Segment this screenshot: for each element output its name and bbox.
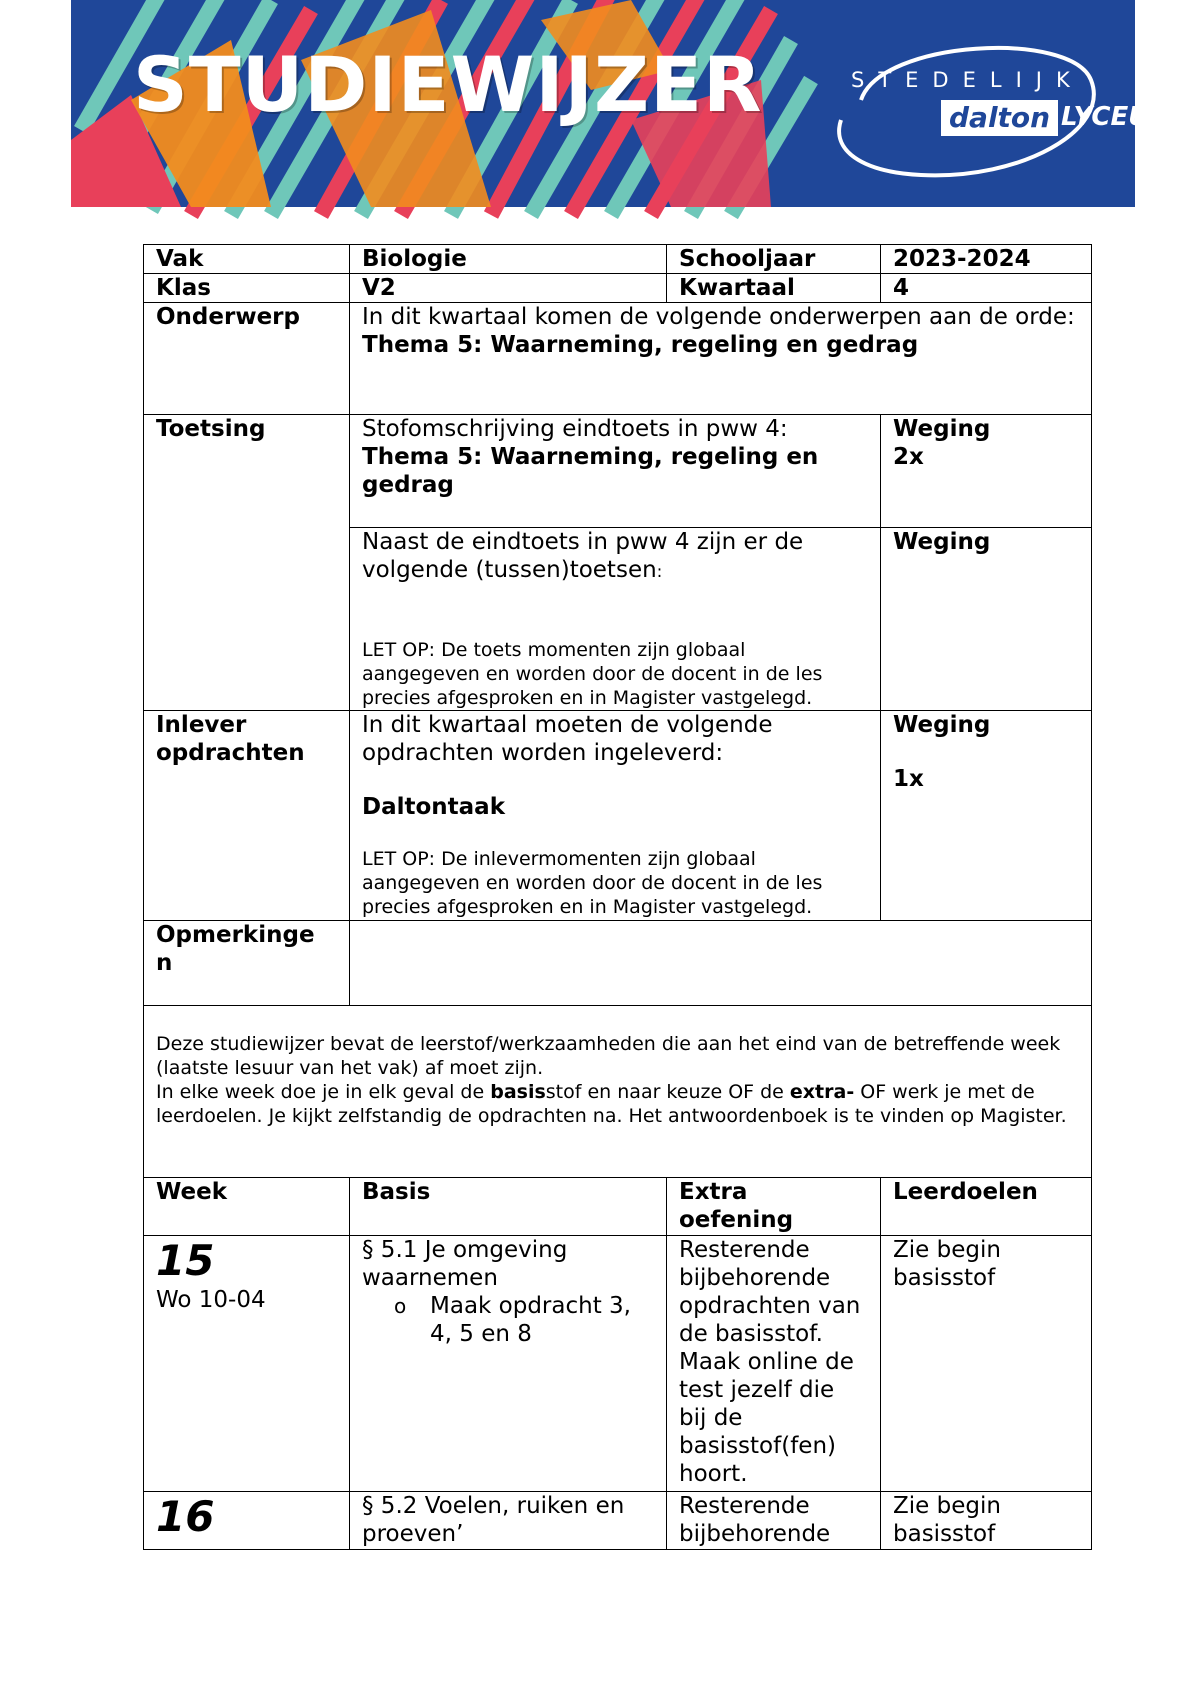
week-date: Wo 10-04 (156, 1287, 266, 1313)
onderwerp-row (144, 303, 1092, 415)
extra-cell: Resterende bijbehorende opdrachten van de basisstof. Maak online de test jezelf die bij de basisstof(fen) hoort. (667, 1236, 881, 1492)
klas-label: Klas (144, 274, 350, 303)
header-banner (71, 0, 1176, 207)
leerdoelen-cell: Zie begin basisstof (881, 1236, 1092, 1492)
tussentoetsen-intro-text: Naast de eindtoets in pww 4 zijn er de volgende (tussen)toetsen (362, 529, 804, 583)
inlever-label (144, 711, 350, 921)
klas-value: V2 (350, 274, 667, 303)
basis-cell (350, 1236, 667, 1492)
onderwerp-theme: Thema 5: Waarneming, regeling en gedrag (362, 332, 919, 358)
vak-value: Biologie (350, 245, 667, 274)
explanation-extra: extra- (789, 1081, 855, 1103)
leerdoelen-cell: Zie begin basisstof (881, 1492, 1092, 1550)
inlever-intro: In dit kwartaal moeten de volgende opdrachten worden ingeleverd: (362, 712, 773, 766)
eindtoets-content (350, 415, 881, 528)
toetsing-label: Toetsing (144, 415, 350, 711)
onderwerp-content (350, 303, 1092, 415)
week-cell (144, 1236, 350, 1492)
week-number: 16 (156, 1492, 215, 1541)
table-row (144, 1492, 1092, 1550)
inlever-label-line1: Inlever (156, 712, 247, 738)
opmerkingen-content (350, 921, 1092, 1006)
schooljaar-value: 2023-2024 (881, 245, 1092, 274)
basis-topic: § 5.1 Je omgeving waarnemen (362, 1237, 568, 1291)
opmerkingen-label (144, 921, 350, 1006)
header-basis: Basis (350, 1178, 667, 1236)
toetsing-note: LET OP: De toets momenten zijn globaal aangegeven en worden door de docent in de les precies afgesproken en in Magister vastgelegd. (362, 639, 823, 709)
logo-lyceum: LYCEUM (1061, 102, 1176, 132)
inlever-row (144, 711, 1092, 921)
header-extra: Extra oefening (667, 1178, 881, 1236)
extra-cell: Resterende bijbehorende (667, 1492, 881, 1550)
week-cell (144, 1492, 350, 1550)
info-row-vak (144, 245, 1092, 274)
opmerkingen-label-line1: Opmerkinge (156, 922, 315, 948)
inlever-label-line2: opdrachten (156, 740, 305, 766)
vak-label: Vak (144, 245, 350, 274)
inlever-task: Daltontaak (362, 794, 505, 820)
tussentoetsen-content (350, 528, 881, 711)
header-week: Week (144, 1178, 350, 1236)
header-leerdoelen: Leerdoelen (881, 1178, 1092, 1236)
schedule-header-row (144, 1178, 1092, 1236)
week-number: 15 (156, 1236, 215, 1285)
tussentoetsen-intro (362, 528, 868, 586)
explanation-part-c: OF werk je met de leerdoelen. Je kijkt zelfstandig de opdrachten na. Het antwoordenboek is te vinden op Magister. (156, 1081, 1067, 1127)
list-item: o Maak opdracht 3, 4, 5 en 8 (430, 1292, 654, 1348)
eindtoets-weging (881, 415, 1092, 528)
kwartaal-value: 4 (881, 274, 1092, 303)
inlever-content (350, 711, 881, 921)
onderwerp-label: Onderwerp (144, 303, 350, 415)
info-row-klas (144, 274, 1092, 303)
eindtoets-theme: Thema 5: Waarneming, regeling en gedrag (362, 444, 819, 498)
logo-dalton: dalton (941, 100, 1058, 136)
opmerkingen-label-line2: n (156, 950, 173, 976)
explanation-basis: basis (490, 1081, 546, 1103)
explanation-row (144, 1006, 1092, 1178)
explanation-line1: Deze studiewijzer bevat de leerstof/werkzaamheden die aan het eind van de betreffende week (laatste lesuur van het vak) af moet zijn. (156, 1033, 1061, 1079)
tussentoetsen-colon: : (656, 562, 663, 582)
explanation-part-a: In elke week doe je in elk geval de (156, 1081, 491, 1103)
eindtoets-weging-label: Weging (893, 416, 991, 442)
eindtoets-weging-value: 2x (893, 444, 924, 470)
basis-sublist (362, 1292, 654, 1348)
table-row (144, 1236, 1092, 1492)
inlever-weging-value: 1x (893, 766, 924, 792)
inlever-weging-label: Weging (893, 712, 991, 738)
banner-title: STUDIEWIJZER (133, 40, 763, 129)
studiewijzer-table (143, 244, 1092, 1550)
explanation-line2 (156, 1080, 1079, 1128)
toetsing-row-eindtoets (144, 415, 1092, 528)
schooljaar-label: Schooljaar (667, 245, 881, 274)
logo-stedelijk: STEDELIJK (851, 68, 1084, 92)
eindtoets-intro: Stofomschrijving eindtoets in pww 4: (362, 416, 788, 442)
kwartaal-label: Kwartaal (667, 274, 881, 303)
explanation-part-b: stof en naar keuze OF de (545, 1081, 790, 1103)
opmerkingen-row (144, 921, 1092, 1006)
onderwerp-intro: In dit kwartaal komen de volgende onderwerpen aan de orde: (362, 304, 1075, 330)
inlever-weging (881, 711, 1092, 921)
explanation-text (144, 1006, 1092, 1178)
school-logo (771, 30, 1176, 200)
basis-cell: § 5.2 Voelen, ruiken en proeven’ (350, 1492, 667, 1550)
inlever-note: LET OP: De inlevermomenten zijn globaal aangegeven en worden door de docent in de les precies afgesproken en in Magister vastgelegd. (362, 848, 823, 918)
tussentoetsen-weging: Weging (881, 528, 1092, 711)
